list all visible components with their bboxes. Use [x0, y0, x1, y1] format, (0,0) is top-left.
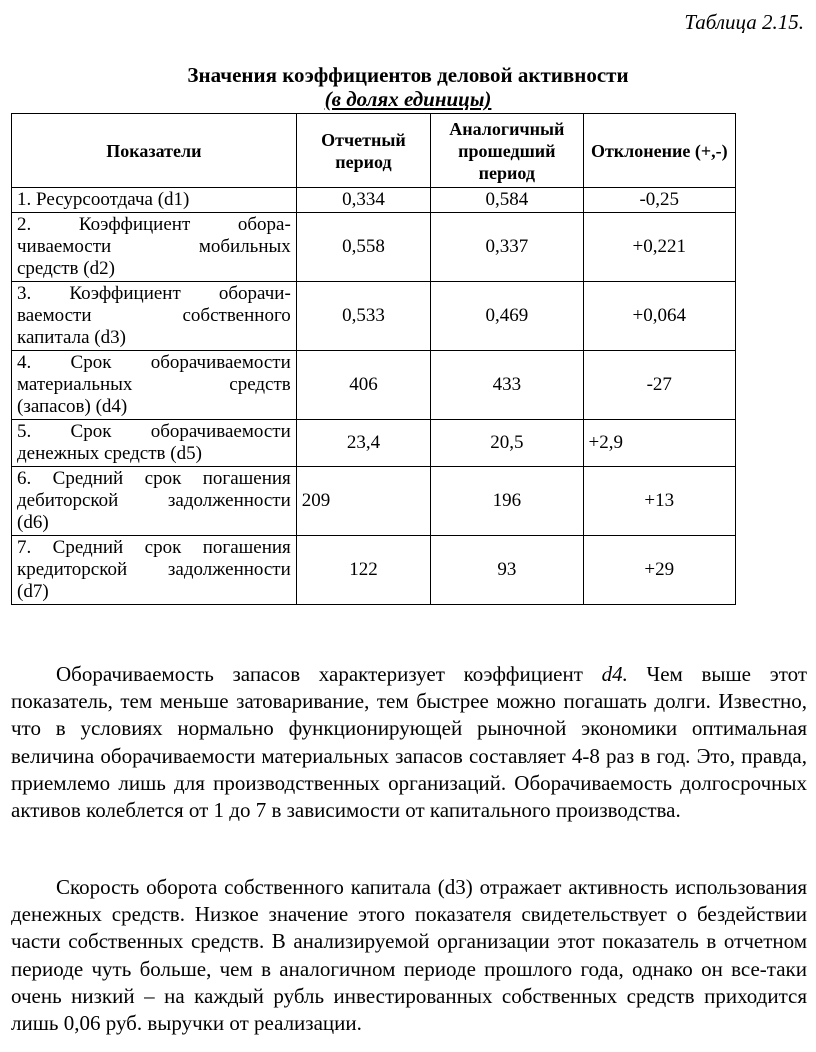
indicator-line: чиваемости мобильных: [17, 236, 291, 257]
indicator-line: (d6): [17, 512, 49, 533]
table-title: [0, 63, 816, 111]
indicator-line: материальных средств: [17, 374, 291, 395]
header-report-period: Отчетный период: [296, 114, 430, 188]
table-row: [12, 467, 736, 536]
table-number: Таблица 2.15.: [684, 10, 804, 34]
indicator-cell: [12, 282, 297, 351]
indicator-line: кредиторской задолженности: [17, 559, 291, 580]
indicator-line: ваемости собственного: [17, 305, 291, 326]
indicator-line: (d7): [17, 581, 49, 602]
table-row: [12, 213, 736, 282]
indicator-cell: [12, 213, 297, 282]
paragraph-text: Оборачиваемость запасов характеризует коэффициент: [56, 662, 602, 686]
indicator-cell: [12, 536, 297, 605]
indicator-line: капитала (d3): [17, 327, 126, 348]
deviation-value: +29: [583, 536, 735, 605]
report-value: 23,4: [296, 420, 430, 467]
report-value: 406: [296, 351, 430, 420]
header-previous-period: Аналогичный прошедший период: [431, 114, 583, 188]
deviation-value: -0,25: [583, 188, 735, 213]
indicator-cell: [12, 188, 297, 213]
indicator-line: 5. Срок оборачиваемости: [17, 421, 291, 442]
indicator-cell: [12, 420, 297, 467]
table-row: [12, 351, 736, 420]
previous-value: 20,5: [431, 420, 583, 467]
paragraph-italic-term: d4.: [601, 662, 628, 686]
indicator-line: 6. Средний срок погашения: [17, 468, 291, 489]
report-value: 209: [296, 467, 430, 536]
indicator-line: денежных средств (d5): [17, 443, 202, 464]
deviation-value: +13: [583, 467, 735, 536]
indicator-line: дебиторской задолженности: [17, 490, 291, 511]
paragraph-inventory-turnover: [11, 661, 807, 824]
paragraph-equity-turnover: Скорость оборота собственного капитала (d3) отражает активность использования денежных средств. Низкое значение этого показателя свидетельствует о бездействии части собственных средств. В анализируемой организации этот показатель в отчетном периоде чуть больше, чем в аналогичном периоде прошлого года, однако он все-таки очень низкий – на каждый рубль инвестированных собственных средств приходится лишь 0,06 руб. выручки от реализации.: [11, 875, 807, 1036]
table-title-units: (в долях единицы): [324, 87, 492, 111]
table-row: [12, 282, 736, 351]
deviation-value: -27: [583, 351, 735, 420]
deviation-value: +0,064: [583, 282, 735, 351]
business-activity-table: [11, 113, 736, 605]
deviation-value: +0,221: [583, 213, 735, 282]
indicator-line: 1. Ресурсоотдача (d1): [17, 189, 190, 210]
table-row: [12, 188, 736, 213]
report-value: 0,334: [296, 188, 430, 213]
deviation-value: +2,9: [583, 420, 735, 467]
indicator-line: 7. Средний срок погашения: [17, 537, 291, 558]
previous-value: 196: [431, 467, 583, 536]
previous-value: 0,337: [431, 213, 583, 282]
indicator-line: 3. Коэффициент оборачи-: [17, 283, 291, 304]
previous-value: 93: [431, 536, 583, 605]
indicator-line: 2. Коэффициент обора-: [17, 214, 291, 235]
header-indicators: Показатели: [12, 114, 297, 188]
indicator-line: (запасов) (d4): [17, 396, 128, 417]
table-title-main: Значения коэффициентов деловой активности: [187, 63, 629, 87]
indicator-line: средств (d2): [17, 258, 115, 279]
paragraph-text: Чем выше этот показатель, тем меньше затоваривание, тем быстрее можно погашать долги. Известно, что в условиях нормально функционирующей рыночной экономики оптимальная величина оборачиваемости материальных запасов составляет 4-8 раз в год. Это, правда, приемлемо лишь для производственных организаций. Оборачиваемость долгосрочных активов колеблется от 1 до 7 в зависимости от капитального производства.: [11, 662, 808, 823]
indicator-line: 4. Срок оборачиваемости: [17, 352, 291, 373]
previous-value: 0,469: [431, 282, 583, 351]
report-value: 0,558: [296, 213, 430, 282]
header-deviation: Отклонение (+,-): [583, 114, 735, 188]
previous-value: 433: [431, 351, 583, 420]
table-row: [12, 420, 736, 467]
indicator-cell: [12, 351, 297, 420]
indicator-cell: [12, 467, 297, 536]
previous-value: 0,584: [431, 188, 583, 213]
report-value: 0,533: [296, 282, 430, 351]
table-header-row: [12, 114, 736, 188]
report-value: 122: [296, 536, 430, 605]
table-row: [12, 536, 736, 605]
